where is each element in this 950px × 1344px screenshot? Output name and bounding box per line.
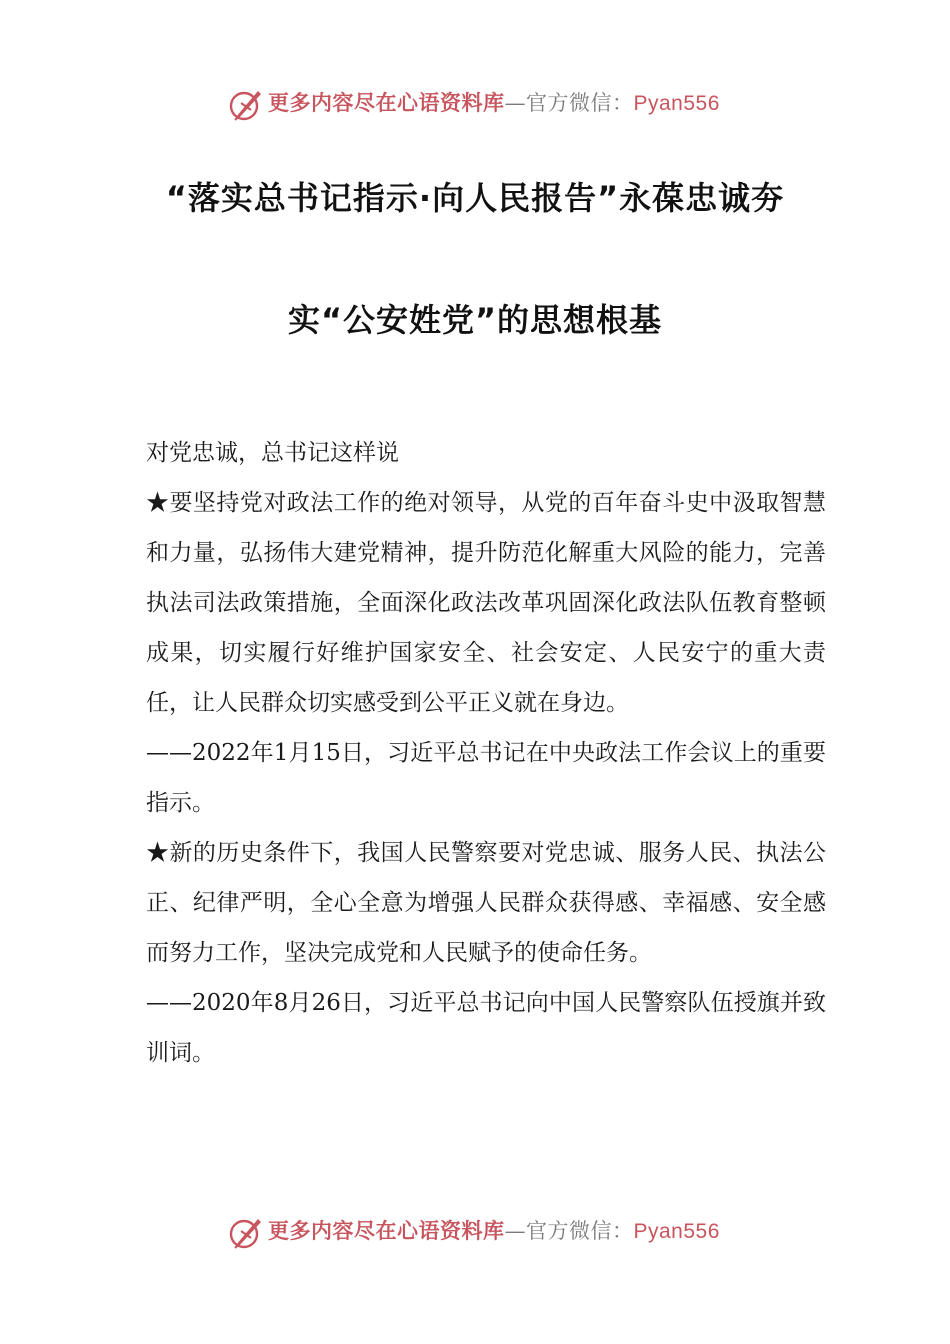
quote-paragraph-1: ★要坚持党对政法工作的绝对领导，从党的百年奋斗史中汲取智慧和力量，弘扬伟大建党精神，提升防范化解重大风险的能力，完善执法司法政策措施，全面深化政法改革巩固深化政法队伍教育整顿成果，切实履行好维护国家安全、社会安定、人民安宁的重大责任，让人民群众切实感受到公平正义就在身边。: [146, 490, 826, 716]
quote-source-2: ——2020年8月26日，习近平总书记向中国人民警察队伍授旗并致训词。: [146, 990, 826, 1066]
document-title-line-1: “落实总书记指示·向人民报告”永葆忠诚夯: [165, 179, 785, 217]
document-title-line-2: 实“公安姓党”的思想根基: [287, 301, 663, 339]
banner-brand-text: 更多内容尽在心语资料库: [268, 1218, 505, 1243]
banner-dash: —: [504, 91, 526, 115]
banner-wechat-label: 官方微信：: [526, 1219, 634, 1243]
banner-wechat-label: 官方微信：: [526, 91, 634, 115]
footer-watermark-banner: [0, 1212, 950, 1252]
banner-text: [268, 90, 720, 117]
quote-paragraph-2: ★新的历史条件下，我国人民警察要对党忠诚、服务人民、执法公正、纪律严明，全心全意为增强人民群众获得感、幸福感、安全感而努力工作，坚决完成党和人民赋予的使命任务。: [146, 840, 826, 966]
banner-wechat-id: Pyan556: [633, 92, 720, 115]
banner-wechat-id: Pyan556: [633, 1220, 720, 1243]
document-body: [146, 428, 826, 1078]
quill-logo-icon: [228, 86, 264, 122]
quill-logo-icon: [228, 1214, 264, 1250]
banner-text: [268, 1218, 720, 1245]
quote-source-1: ——2022年1月15日，习近平总书记在中央政法工作会议上的重要指示。: [146, 740, 826, 816]
banner-dash: —: [504, 1219, 526, 1243]
section-heading: 对党忠诚，总书记这样说: [146, 440, 399, 466]
banner-brand-text: 更多内容尽在心语资料库: [268, 90, 505, 115]
header-watermark-banner: [0, 84, 950, 124]
